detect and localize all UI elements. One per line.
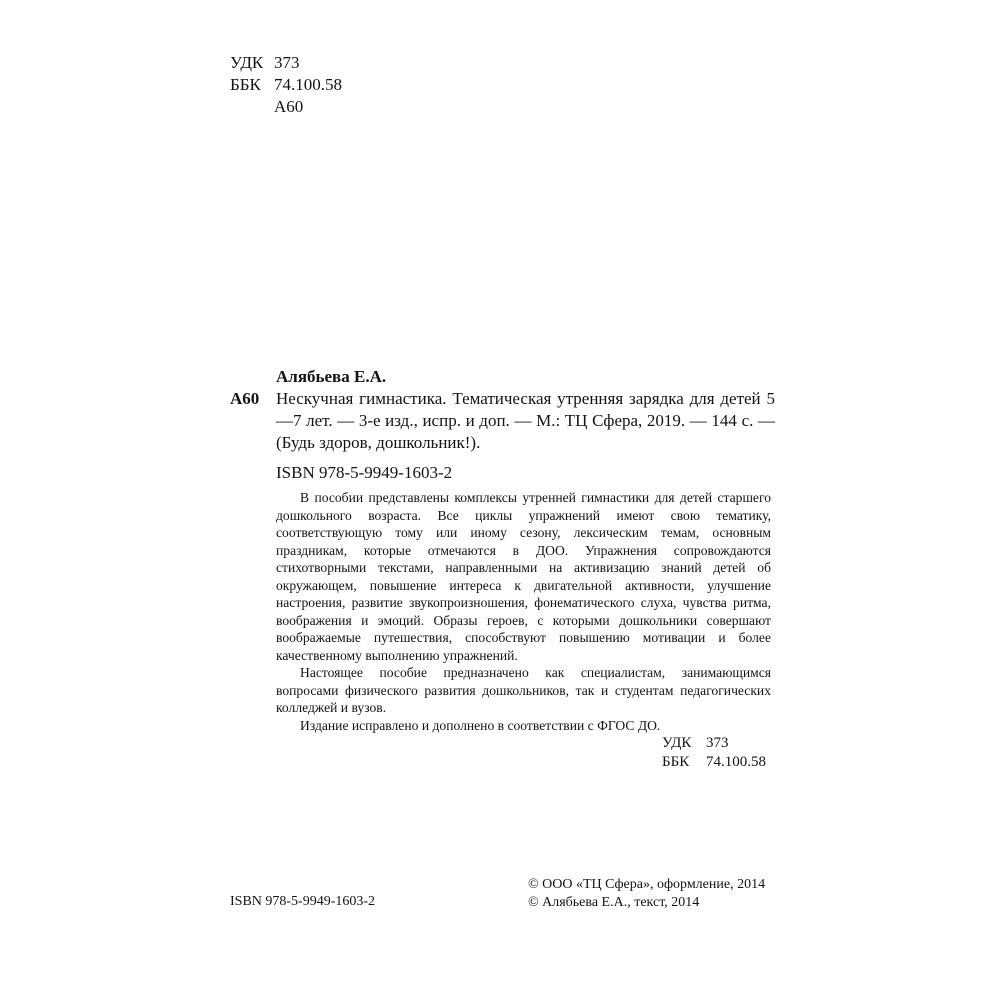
author-name: Алябьева Е.А.: [276, 367, 387, 386]
udk-value: 373: [274, 53, 300, 72]
copyright-line: © Алябьева Е.А., текст, 2014: [528, 895, 700, 910]
bbk-label: ББК: [662, 754, 690, 770]
udk-label: УДК: [662, 735, 692, 751]
bbk-value: 74.100.58: [706, 754, 766, 770]
udk-label: УДК: [230, 53, 264, 72]
udk-value: 373: [706, 735, 729, 751]
annotation-paragraph: В пособии представлены комплексы утренней гимнастики для детей старшего дошкольного возраста. Все циклы упражнений имеют свою тематику, соответствующую тому или иному сезону, лексическим темам, основным праздникам, которые отмечаются в ДОО. Упражнения сопровождаются стихотворными текстами, направленными на активизацию знаний детей об окружающем, повышение интереса к двигательной активности, улучшение настроения, развитие звукопроизношения, фонематического слуха, чувства ритма, воображения и эмоций. Образы героев, с которыми дошкольники совершают воображаемые путешествия, способствуют повышению мотивации и более качественному выполнению упражнений.: [276, 490, 771, 663]
footer-isbn: ISBN 978-5-9949-1603-2: [230, 894, 376, 909]
udk-row: [230, 52, 342, 74]
udk-row: [662, 734, 766, 753]
bibliographic-record: [230, 366, 775, 484]
copyright-block: [528, 876, 765, 912]
author-code: А60: [230, 389, 260, 408]
author-mark: А60: [274, 97, 304, 116]
bbk-row: [662, 753, 766, 772]
bbk-label: ББК: [230, 75, 261, 94]
bbk-row: [230, 74, 342, 96]
annotation-paragraph: Издание исправлено и дополнено в соответствии с ФГОС ДО.: [300, 717, 661, 733]
top-classification: [230, 52, 342, 118]
bottom-classification: [662, 734, 766, 772]
bibliographic-description: Нескучная гимнастика. Тематическая утренняя зарядка для детей 5—7 лет. — 3-е изд., испр. и доп. — М.: ТЦ Сфера, 2019. — 144 с. — (Будь здоров, дошкольник!).: [276, 389, 775, 452]
copyright-line: © ООО «ТЦ Сфера», оформление, 2014: [528, 877, 766, 892]
annotation: [276, 489, 771, 734]
annotation-paragraph: Настоящее пособие предназначено как специалистам, занимающимся вопросами физического развития дошкольников, так и студентам педагогических колледжей и вузов.: [276, 665, 771, 715]
isbn-number: ISBN 978-5-9949-1603-2: [276, 463, 453, 482]
bbk-value: 74.100.58: [274, 75, 342, 94]
